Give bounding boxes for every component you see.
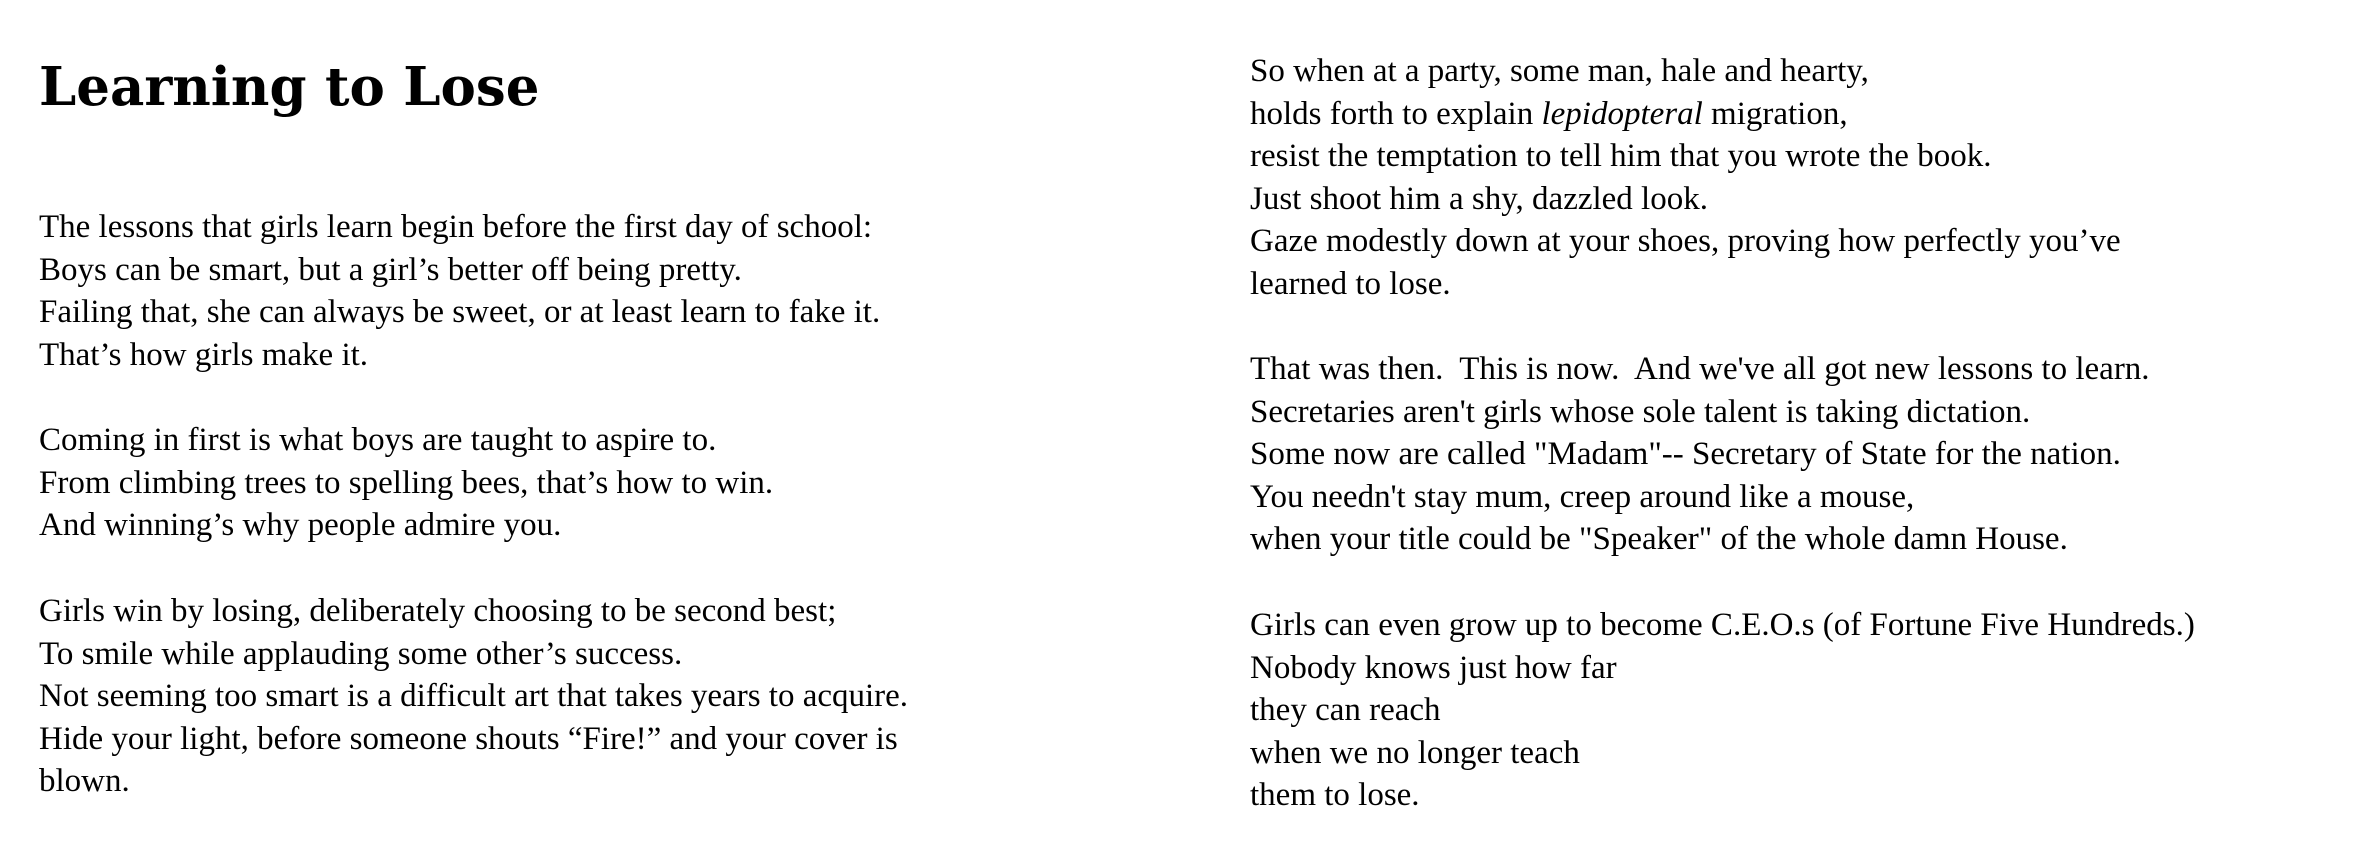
poem-line: To smile while applauding some other’s success. [39,635,683,672]
poem-line: Hide your light, before someone shouts “Fire!” and your cover is [39,720,898,757]
stanza-4 [1250,50,2121,306]
poem-line: Secretaries aren't girls whose sole talent is taking dictation. [1250,393,2031,430]
poem-line: So when at a party, some man, hale and hearty, [1250,53,1869,89]
poem-line: resist the temptation to tell him that you wrote the book. [1250,138,1992,175]
poem-line: learned to lose. [1250,265,1451,302]
poem-line: The lessons that girls learn begin before the first day of school: [39,209,873,245]
poem-line: they can reach [1250,692,1441,729]
poem-line: Nobody knows just how far [1250,649,1617,686]
poem-line: Some now are called "Madam"-- Secretary of State for the nation. [1250,436,2121,473]
italic-word: lepidopteral [1541,95,1703,132]
poem-line: Coming in first is what boys are taught to aspire to. [39,422,717,458]
poem-line: Just shoot him a shy, dazzled look. [1250,180,1708,217]
stanza-5 [1250,348,2150,561]
poem-line: Failing that, she can always be sweet, or at least learn to fake it. [39,294,881,331]
poem-line: That was then. This is now. And we've all got new lessons to learn. [1250,351,2150,387]
stanza-3 [39,590,908,803]
poem-line: Girls win by losing, deliberately choosing to be second best; [39,593,837,629]
poem-line: From climbing trees to spelling bees, that’s how to win. [39,464,774,501]
poem-line-text: migration, [1702,95,1848,132]
poem-title: Learning to Lose [39,56,540,118]
poem-line-text: holds forth to explain [1250,95,1542,132]
poem-line: You needn't stay mum, creep around like a mouse, [1250,478,1915,515]
poem-line [1250,93,2121,136]
poem-line: That’s how girls make it. [39,336,369,373]
stanza-6 [1250,604,2195,817]
poem-line: And winning’s why people admire you. [39,507,562,544]
poem-line: when your title could be "Speaker" of the whole damn House. [1250,521,2068,558]
poem-line: blown. [39,763,130,800]
poem-line: Girls can even grow up to become C.E.O.s (of Fortune Five Hundreds.) [1250,607,2195,643]
stanza-1 [39,206,880,376]
stanza-2 [39,419,773,547]
poem-line: Gaze modestly down at your shoes, proving how perfectly you’ve [1250,223,2121,260]
poem-line: Boys can be smart, but a girl’s better off being pretty. [39,251,742,288]
poem-line: Not seeming too smart is a difficult art that takes years to acquire. [39,678,909,715]
poem-line: them to lose. [1250,777,1420,814]
poem-line: when we no longer teach [1250,734,1580,771]
